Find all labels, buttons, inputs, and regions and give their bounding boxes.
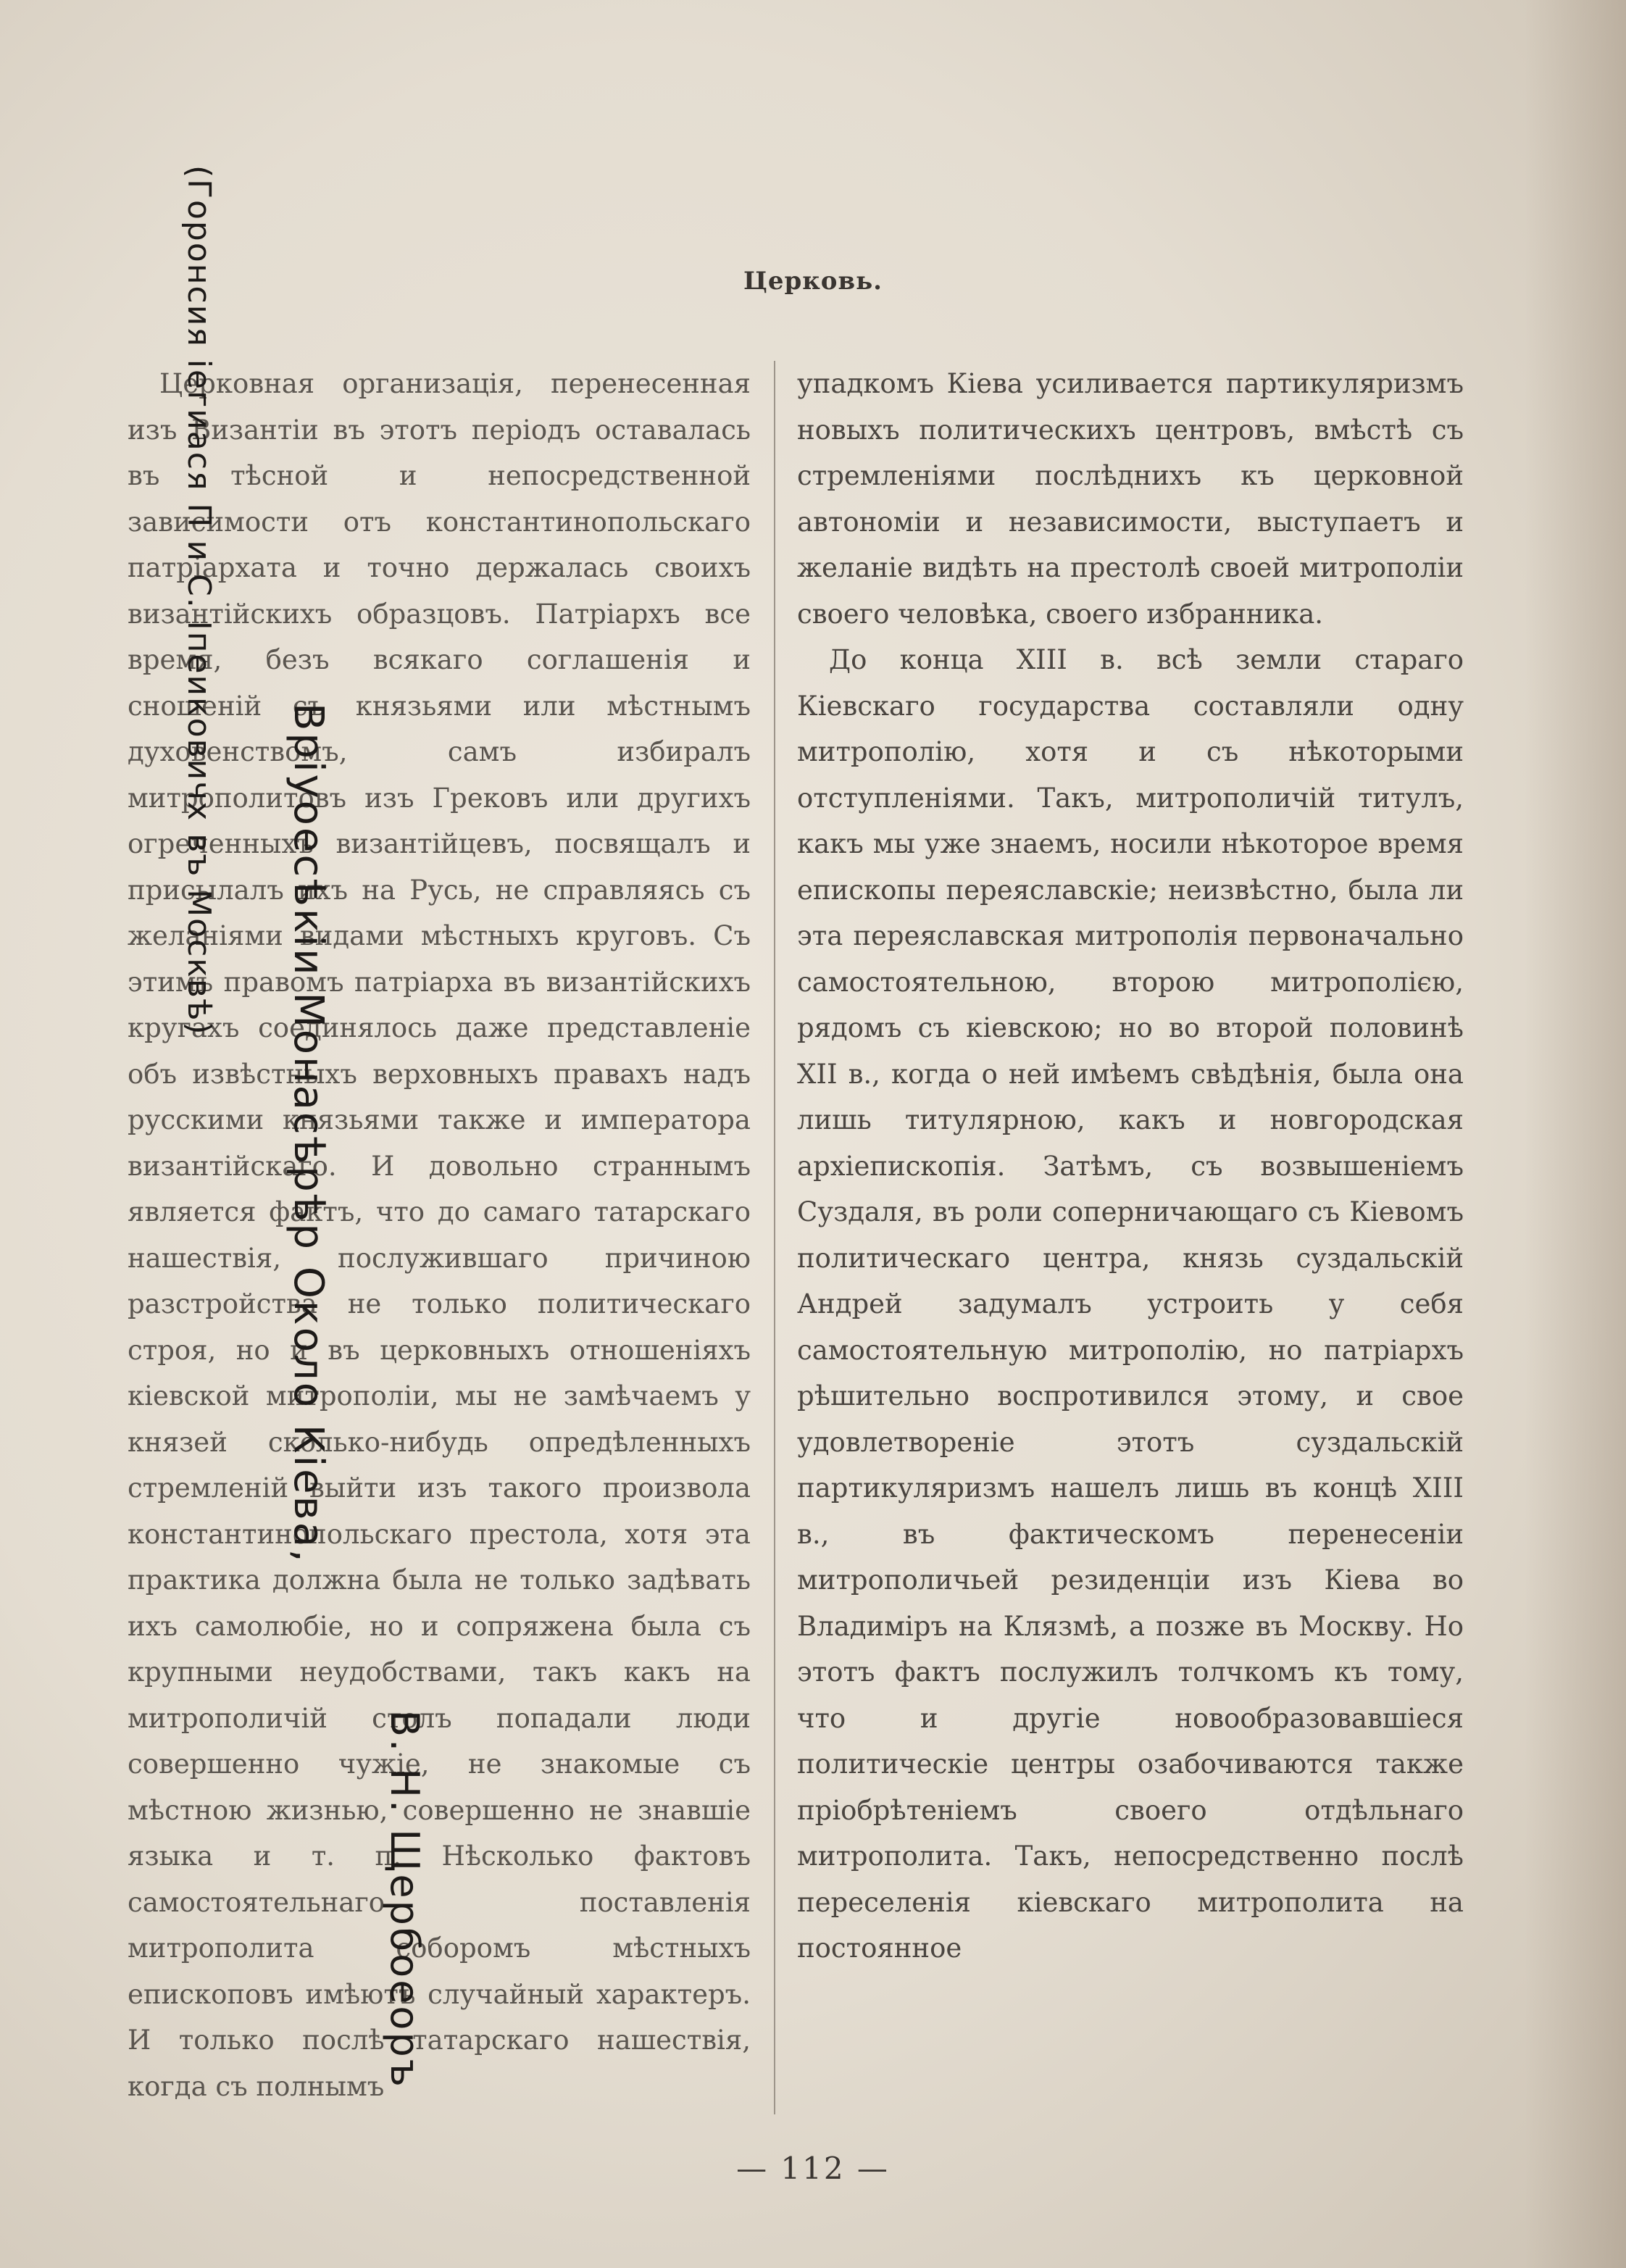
- page-header: Церковь.: [743, 267, 883, 296]
- overlay-caption-line-1: (Горонсия іегиася П и С. Іпеиковичх въ Москвѣ): [180, 165, 217, 1036]
- right-paragraph: упадкомъ Кіева усиливается партикуляризмъ новыхъ политическихъ центровъ, вмѣстѣ съ стремленіями послѣднихъ къ церковной автономіи и независимости, выступаетъ и желаніе видѣть на престолѣ своей митрополіи своего человѣка, своего избранника.: [797, 368, 1464, 630]
- overlay-caption-line-2: Вріуоесѣкіи Монасѣрѣр Около Кіева,: [285, 703, 332, 1564]
- page-number: — 112 —: [736, 2151, 890, 2186]
- right-paragraph: До конца XIII в. всѣ земли стараго Кіевскаго государства составляли одну митрополію, хотя и съ нѣкоторыми отступленіями. Такъ, митрополичій титулъ, какъ мы уже знаемъ, носили нѣкоторое время епископы переяславскіе; неизвѣстно, была ли эта переяславская митрополія первоначально самостоятельною, второю митрополією, рядомъ съ кіевскою; но во второй половинѣ XII в., когда о ней имѣемъ свѣдѣнія, была она лишь титулярною, какъ и новгородская архіепископія. Затѣмъ, съ возвышеніемъ Суздаля, въ роли соперничающаго съ Кіевомъ политическаго центра, князь суздальскій Андрей задумалъ устроить у себя самостоятельную митрополію, но патріархъ рѣшительно воспротивился этому, и свое удовлетвореніе этотъ суздальскій партикуляризмъ нашелъ лишь въ концѣ XIII в., въ фактическомъ перенесеніи митрополичьей резиденціи изъ Кіева во Владиміръ на Клязмѣ, а позже въ Москву. Но этотъ фактъ послужилъ толчкомъ къ тому, что и другіе новообразовавшіеся политическіе центры озабочиваются также пріобрѣтеніемъ своего отдѣльнаго митрополита. Такъ, непосредственно послѣ переселенія кіевскаго митрополита на постоянное: [797, 644, 1464, 1964]
- overlay-caption-line-3: В. Н. Щербоеоръ: [382, 1710, 428, 2089]
- column-divider: [774, 361, 775, 2114]
- left-text-column: [128, 361, 751, 2109]
- left-paragraph: Церковная организація, перенесенная изъ Византіи въ этотъ періодъ оставалась въ тѣсной и непосредственной зависимости отъ константинопольскаго патріархата и точно держалась своихъ византійскихъ образцовъ. Патріархъ все время, безъ всякаго соглашенія и сношеній съ князьями или мѣстнымъ духовенствомъ, самъ избиралъ митрополитовъ изъ Грековъ или другихъ огреченныхъ византійцевъ, посвящалъ и присылалъ ихъ на Русь, не справляясь съ желаніями видами мѣстныхъ круговъ. Съ этимъ правомъ патріарха въ византійскихъ кругахъ соединялось даже представленіе объ извѣстныхъ верховныхъ правахъ надъ русскими князьями также и императора византійскаго. И довольно страннымъ является фактъ, что до самаго татарскаго нашествія, послужившаго причиною разстройства не только политическаго строя, но и въ церковныхъ отношеніяхъ кіевской митрополіи, мы не замѣчаемъ у князей сколько-нибудь опредѣленныхъ стремленій выйти изъ такого произвола константинопольскаго престола, хотя эта практика должна была не только задѣвать ихъ самолюбіе, но и сопряжена была съ крупными неудобствами, такъ какъ на митрополичій столъ попадали люди совершенно чужіе, не знакомые съ мѣстною жизнью, совершенно не знавшіе языка и т. п. Нѣсколько фактовъ самостоятельнаго поставленія митрополита соборомъ мѣстныхъ епископовъ имѣютъ случайный характеръ. И только послѣ татарскаго нашествія, когда съ полнымъ: [128, 368, 751, 2102]
- right-text-column: [797, 361, 1464, 1972]
